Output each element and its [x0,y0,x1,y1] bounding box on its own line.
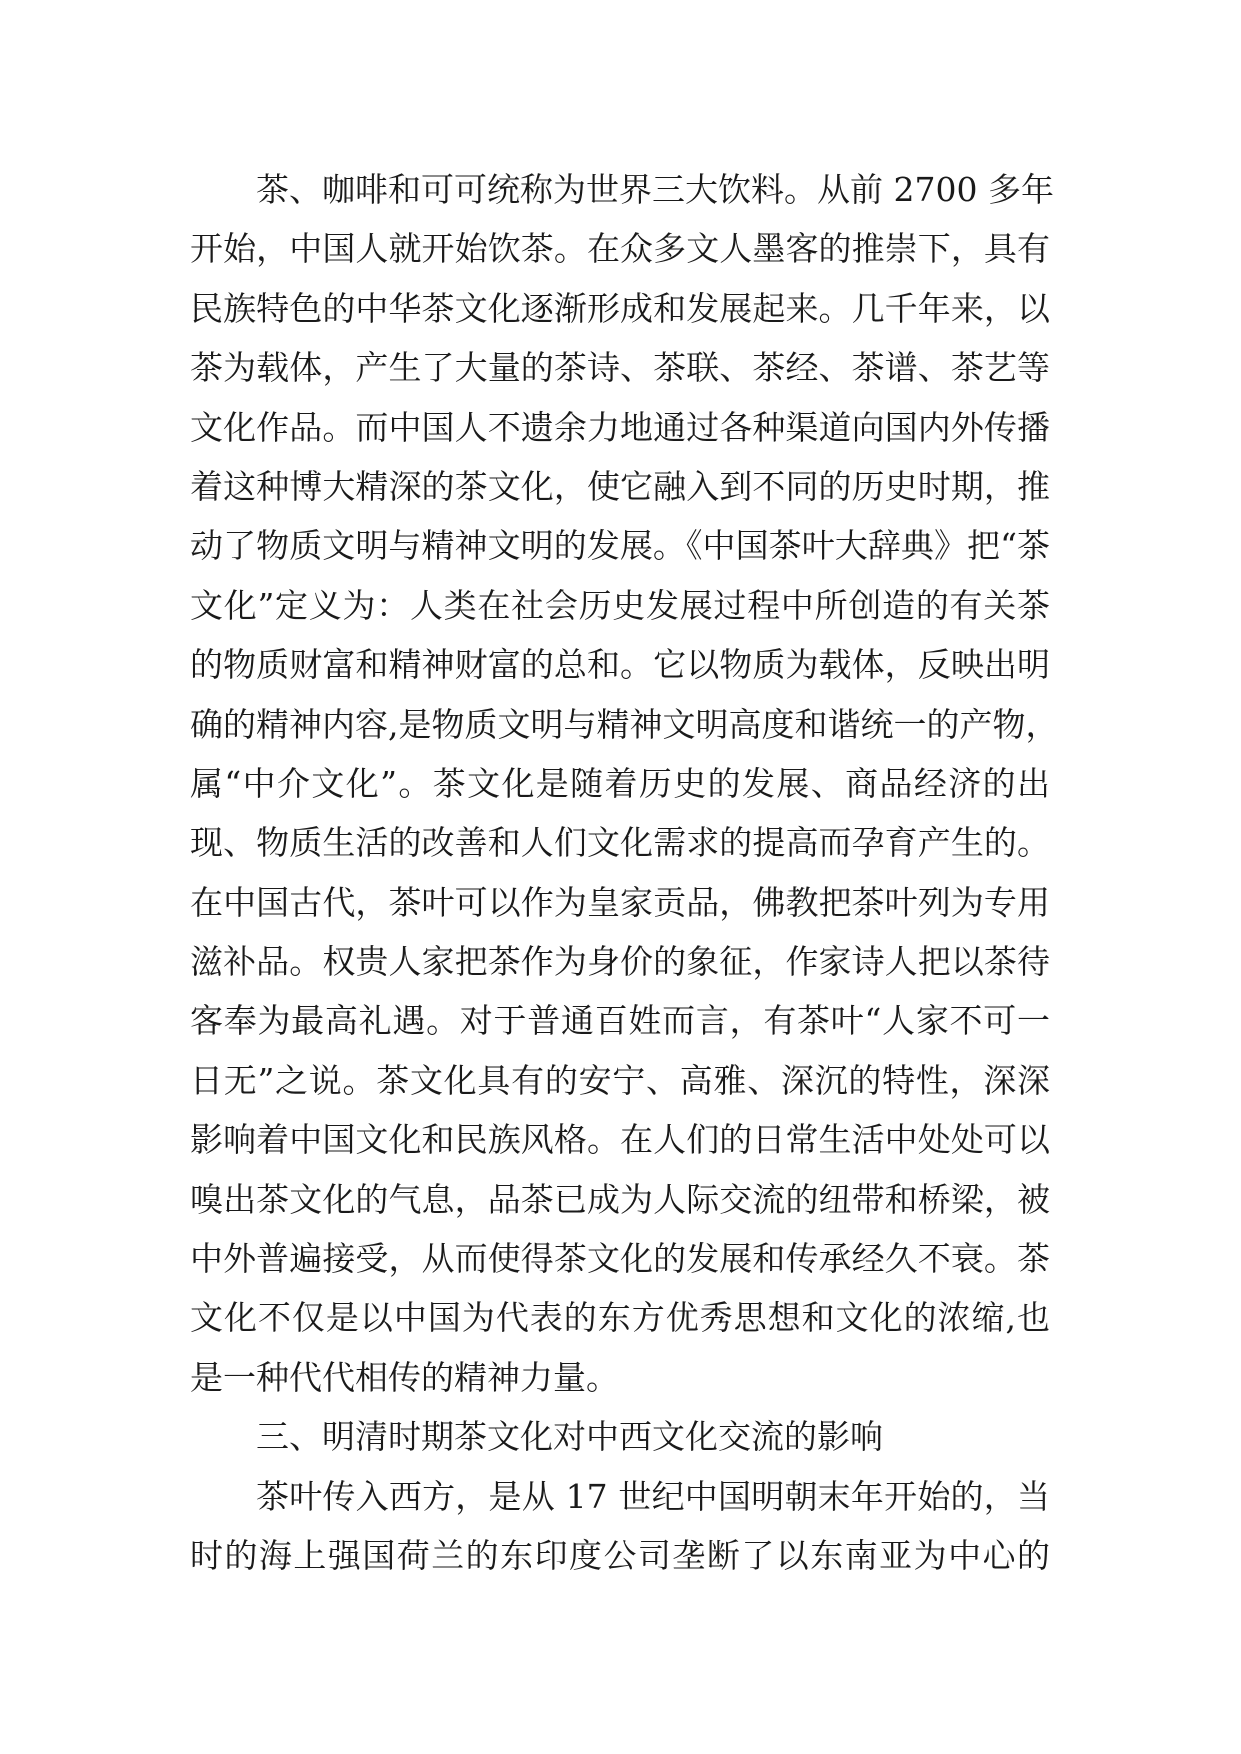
document-body [190,160,1059,1585]
section-heading: 三、明清时期茶文化对中西文化交流的影响 [256,1417,883,1457]
body-text-line: 茶为载体，产生了大量的茶诗、茶联、茶经、茶谱、茶艺等 [190,348,1050,388]
body-text-line: 的物质财富和精神财富的总和。它以物质为载体，反映出明 [190,645,1050,685]
body-text-line: 现、物质生活的改善和人们文化需求的提高而孕育产生的。 [190,823,1050,863]
body-text-line: 文化不仅是以中国为代表的东方优秀思想和文化的浓缩,也 [190,1298,1050,1338]
body-text-line: 在中国古代，茶叶可以作为皇家贡品，佛教把茶叶列为专用 [190,882,1050,922]
body-text-line: 动了物质文明与精神文明的发展。《中国茶叶大辞典》把“茶 [190,526,1050,566]
body-text-line: 日无”之说。茶文化具有的安宁、高雅、深沉的特性，深深 [190,1060,1050,1100]
body-text-line: 确的精神内容,是物质文明与精神文明高度和谐统一的产物， [190,704,1059,744]
body-text-line: 时的海上强国荷兰的东印度公司垄断了以东南亚为中心的 [190,1535,1050,1575]
body-text-line: 文化”定义为：人类在社会历史发展过程中所创造的有关茶 [190,585,1050,625]
body-text-line: 嗅出茶文化的气息，品茶已成为人际交流的纽带和桥梁，被 [190,1179,1050,1219]
body-text-line: 着这种博大精深的茶文化，使它融入到不同的历史时期，推 [190,466,1050,506]
body-text-line: 滋补品。权贵人家把茶作为身价的象征，作家诗人把以茶待 [190,942,1050,982]
body-text-line: 茶叶传入西方，是从 17 世纪中国明朝末年开始的，当 [256,1476,1050,1516]
body-text-line: 民族特色的中华茶文化逐渐形成和发展起来。几千年来，以 [190,288,1050,328]
body-text-line: 客奉为最高礼遇。对于普通百姓而言，有茶叶“人家不可一 [190,1001,1050,1041]
body-text-line: 属“中介文化”。茶文化是随着历史的发展、商品经济的出 [190,763,1050,803]
body-text-line: 开始，中国人就开始饮茶。在众多文人墨客的推崇下，具有 [190,229,1050,269]
body-text-line: 影响着中国文化和民族风格。在人们的日常生活中处处可以 [190,1120,1050,1160]
body-text-line: 是一种代代相传的精神力量。 [190,1357,619,1397]
body-text-line: 中外普遍接受，从而使得茶文化的发展和传承经久不衰。茶 [190,1239,1050,1279]
body-text-line: 文化作品。而中国人不遗余力地通过各种渠道向国内外传播 [190,407,1050,447]
body-text-line: 茶、咖啡和可可统称为世界三大饮料。从前 2700 多年 [256,170,1054,209]
